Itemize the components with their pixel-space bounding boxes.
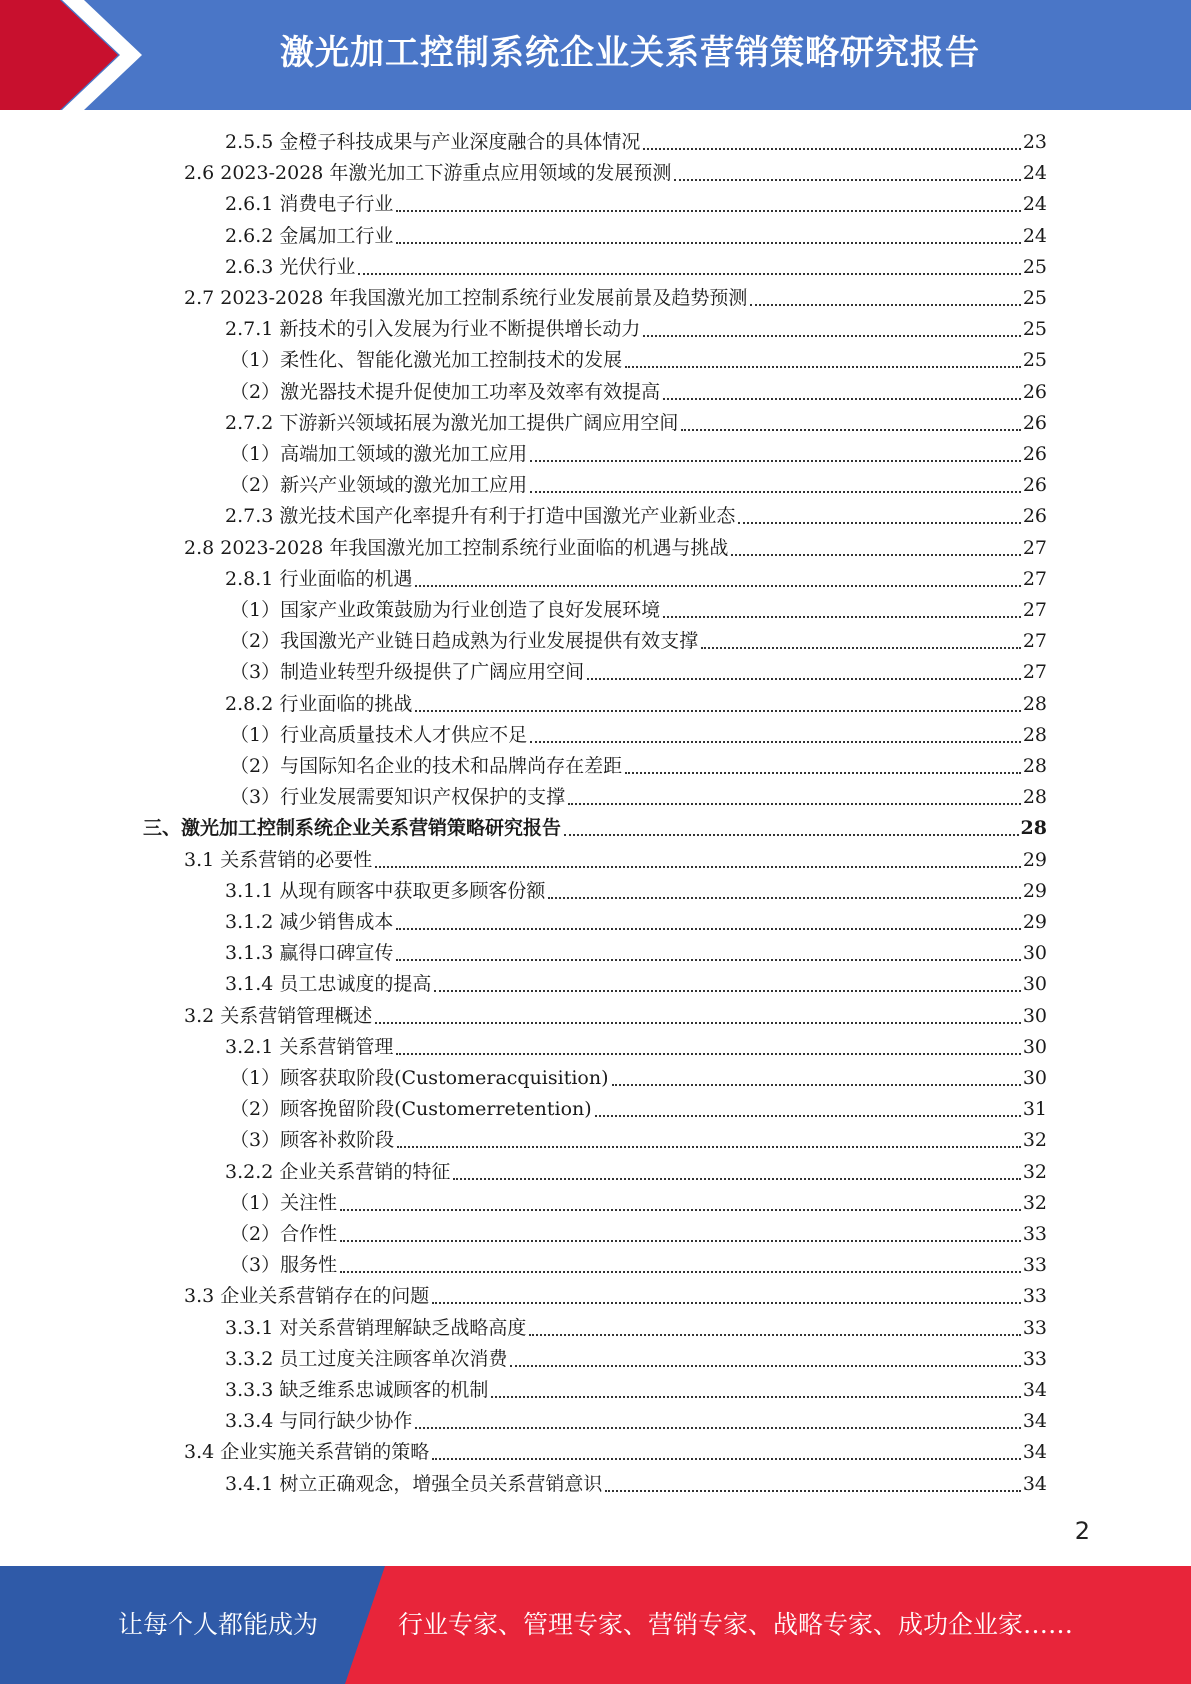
toc-entry-title: 3.3.4 与同行缺少协作 (225, 1410, 413, 1433)
toc-entry-page: 27 (1022, 661, 1047, 684)
toc-leader-dots (415, 1427, 1020, 1429)
toc-leader-dots (432, 1302, 1021, 1304)
toc-leader-dots (434, 990, 1020, 992)
toc-entry-page: 30 (1022, 1004, 1047, 1027)
toc-entry[interactable] (225, 1406, 1047, 1437)
toc-entry-title: 2.7.3 激光技术国产化率提升有利于打造中国激光产业新业态 (225, 505, 736, 528)
toc-entry-title: （1）顾客获取阶段(Customeracquisition) (230, 1067, 609, 1089)
toc-entry-title: （1）高端加工领域的激光加工应用 (230, 443, 528, 465)
toc-leader-dots (625, 772, 1021, 774)
toc-entry-page: 33 (1022, 1347, 1047, 1370)
toc-entry-page: 26 (1022, 443, 1047, 465)
toc-entry[interactable] (225, 501, 1047, 532)
toc-entry-page: 26 (1022, 474, 1047, 497)
toc-leader-dots (396, 242, 1020, 244)
page-footer (0, 1566, 1191, 1684)
toc-entry-title: （2）新兴产业领域的激光加工应用 (230, 474, 528, 497)
toc-entry[interactable] (225, 907, 1047, 938)
toc-leader-dots (396, 210, 1020, 212)
toc-entry-page: 32 (1022, 1129, 1047, 1152)
toc-leader-dots (415, 585, 1020, 587)
toc-entry-page: 34 (1022, 1472, 1047, 1495)
toc-entry-title: 3.1.3 赢得口碑宣传 (225, 942, 394, 965)
toc-entry-title: 3.4.1 树立正确观念，增强全员关系营销意识 (225, 1472, 603, 1495)
toc-leader-dots (396, 1053, 1020, 1055)
toc-entry-title: 3.3.2 员工过度关注顾客单次消费 (225, 1347, 508, 1370)
toc-leader-dots (564, 834, 1019, 836)
toc-entry-page: 33 (1022, 1285, 1047, 1308)
toc-entry-page: 28 (1022, 755, 1047, 777)
toc-leader-dots (731, 554, 1020, 556)
toc-entry-page: 25 (1022, 318, 1047, 341)
toc-entry-page: 28 (1022, 692, 1047, 715)
toc-entry[interactable] (225, 408, 1047, 439)
toc-entry-page: 28 (1020, 817, 1047, 840)
toc-entry[interactable] (230, 751, 1047, 782)
toc-leader-dots (397, 1146, 1021, 1148)
toc-leader-dots (530, 741, 1021, 743)
toc-entry-page: 24 (1022, 224, 1047, 247)
toc-entry-title: （1）柔性化、智能化激光加工控制技术的发展 (230, 349, 623, 372)
page-number: 2 (1074, 1517, 1090, 1545)
report-title: 激光加工控制系统企业关系营销策略研究报告 (280, 33, 980, 73)
toc-entry[interactable] (225, 876, 1047, 907)
toc-leader-dots (643, 148, 1020, 150)
toc-entry-title: 3.3.3 缺乏维系忠诚顾客的机制 (225, 1379, 489, 1401)
toc-entry-page: 29 (1022, 848, 1047, 871)
toc-entry[interactable] (225, 314, 1047, 345)
toc-entry-page: 24 (1022, 193, 1047, 216)
toc-entry[interactable] (230, 1063, 1047, 1094)
toc-entry[interactable] (225, 1344, 1047, 1375)
toc-entry-title: 2.5.5 金橙子科技成果与产业深度融合的具体情况 (225, 131, 641, 153)
header-arrow-decoration (0, 0, 160, 110)
toc-entry-title: 3.2.1 关系营销管理 (225, 1035, 394, 1058)
toc-leader-dots (530, 491, 1021, 493)
toc-entry-page: 28 (1022, 723, 1047, 746)
toc-entry-page: 30 (1022, 973, 1047, 996)
toc-entry-title: 3.2 关系营销管理概述 (184, 1004, 373, 1027)
toc-entry[interactable] (225, 969, 1047, 1000)
toc-entry[interactable] (184, 158, 1047, 189)
toc-leader-dots (375, 1022, 1021, 1024)
toc-entry[interactable] (230, 1250, 1047, 1281)
toc-entry-title: 2.6 2023-2028 年激光加工下游重点应用领域的发展预测 (184, 162, 672, 185)
toc-leader-dots (453, 1178, 1020, 1180)
toc-leader-dots (595, 1115, 1021, 1117)
toc-entry[interactable] (225, 1469, 1047, 1500)
toc-entry-page: 33 (1022, 1223, 1047, 1245)
toc-entry-page: 26 (1022, 411, 1047, 434)
toc-entry[interactable] (230, 470, 1047, 501)
toc-entry[interactable] (230, 626, 1047, 657)
toc-entry[interactable] (225, 1032, 1047, 1063)
footer-slogan-left: 让每个人都能成为 (118, 1610, 319, 1639)
toc-entry-title: 3.1.1 从现有顾客中获取更多顾客份额 (225, 879, 546, 902)
toc-entry-page: 27 (1022, 536, 1047, 559)
toc-leader-dots (738, 522, 1020, 524)
toc-entry-page: 31 (1022, 1098, 1047, 1121)
toc-leader-dots (375, 866, 1021, 868)
toc-leader-dots (396, 959, 1020, 961)
toc-entry[interactable] (225, 221, 1047, 252)
toc-entry-page: 33 (1022, 1316, 1047, 1339)
toc-leader-dots (674, 179, 1020, 181)
toc-entry[interactable] (184, 1001, 1047, 1032)
toc-entry-title: 3.1.2 减少销售成本 (225, 911, 394, 933)
toc-entry-page: 23 (1022, 131, 1047, 153)
toc-entry-page: 25 (1022, 349, 1047, 372)
toc-entry-title: （2）合作性 (230, 1223, 338, 1245)
toc-entry-page: 30 (1022, 1035, 1047, 1058)
toc-entry[interactable] (225, 689, 1047, 720)
toc-entry-page: 27 (1022, 567, 1047, 590)
footer-slogan-right: 行业专家、管理专家、营销专家、战略专家、成功企业家…… (398, 1610, 1074, 1639)
toc-entry[interactable] (225, 938, 1047, 969)
toc-entry-title: 3.4 企业实施关系营销的策略 (184, 1441, 430, 1464)
toc-entry-title: （3）行业发展需要知识产权保护的支撑 (230, 786, 566, 809)
toc-entry-title: （1）关注性 (230, 1191, 338, 1214)
toc-entry-page: 34 (1022, 1441, 1047, 1464)
toc-leader-dots (625, 366, 1021, 368)
toc-entry[interactable] (230, 1219, 1047, 1250)
toc-entry-title: 3.3 企业关系营销存在的问题 (184, 1285, 430, 1308)
toc-entry-title: （3）服务性 (230, 1254, 338, 1277)
toc-entry-title: 2.7.1 新技术的引入发展为行业不断提供增长动力 (225, 318, 641, 341)
toc-entry-page: 34 (1022, 1410, 1047, 1433)
toc-entry[interactable] (225, 127, 1047, 158)
toc-leader-dots (663, 398, 1021, 400)
toc-leader-dots (340, 1271, 1021, 1273)
toc-entry-page: 30 (1022, 1067, 1047, 1089)
toc-entry-page: 26 (1022, 505, 1047, 528)
toc-entry[interactable] (184, 845, 1047, 876)
toc-leader-dots (681, 429, 1020, 431)
toc-leader-dots (340, 1209, 1021, 1211)
toc-entry[interactable] (225, 564, 1047, 595)
toc-entry-page: 28 (1022, 786, 1047, 809)
toc-entry-title: 2.6.3 光伏行业 (225, 255, 356, 278)
toc-entry[interactable] (230, 782, 1047, 813)
toc-entry-page: 34 (1022, 1379, 1047, 1401)
toc-entry-title: 3.1.4 员工忠诚度的提高 (225, 973, 432, 996)
toc-leader-dots (663, 616, 1021, 618)
toc-entry[interactable] (225, 1313, 1047, 1344)
toc-entry-page: 25 (1022, 287, 1047, 309)
toc-entry[interactable] (184, 533, 1047, 564)
toc-entry-title: 3.2.2 企业关系营销的特征 (225, 1160, 451, 1183)
toc-entry-title: （2）激光器技术提升促使加工功率及效率有效提高 (230, 380, 661, 403)
toc-entry-title: （2）与国际知名企业的技术和品牌尚存在差距 (230, 755, 623, 777)
toc-leader-dots (643, 335, 1020, 337)
toc-entry[interactable] (184, 1281, 1047, 1312)
toc-entry-title: （1）国家产业政策鼓励为行业创造了良好发展环境 (230, 599, 661, 621)
toc-leader-dots (530, 460, 1021, 462)
toc-leader-dots (548, 897, 1020, 899)
toc-leader-dots (568, 803, 1021, 805)
toc-entry-page: 24 (1022, 162, 1047, 185)
toc-entry-page: 29 (1022, 911, 1047, 933)
toc-entry[interactable] (230, 439, 1047, 470)
toc-entry-title: （2）顾客挽留阶段(Customerretention) (230, 1098, 592, 1121)
toc-entry-title: 2.8 2023-2028 年我国激光加工控制系统行业面临的机遇与挑战 (184, 536, 729, 559)
toc-leader-dots (358, 273, 1020, 275)
toc-leader-dots (587, 678, 1021, 680)
toc-leader-dots (605, 1490, 1020, 1492)
toc-entry[interactable] (184, 1437, 1047, 1468)
toc-entry-page: 33 (1022, 1254, 1047, 1277)
toc-leader-dots (510, 1365, 1020, 1367)
toc-entry[interactable] (230, 657, 1047, 688)
toc-entry-title: 2.7 2023-2028 年我国激光加工控制系统行业发展前景及趋势预测 (184, 287, 748, 309)
toc-entry-title: （3）顾客补救阶段 (230, 1129, 395, 1152)
toc-entry-page: 32 (1022, 1191, 1047, 1214)
toc-entry[interactable] (230, 1094, 1047, 1125)
toc-leader-dots (491, 1396, 1020, 1398)
toc-entry[interactable] (230, 1125, 1047, 1156)
toc-entry[interactable] (143, 813, 1047, 844)
page-header (0, 0, 1191, 110)
toc-entry-title: 三、激光加工控制系统企业关系营销策略研究报告 (143, 817, 562, 840)
toc-entry-title: 2.7.2 下游新兴领域拓展为激光加工提供广阔应用空间 (225, 411, 679, 434)
toc-entry-title: （1）行业高质量技术人才供应不足 (230, 723, 528, 746)
toc-leader-dots (415, 710, 1020, 712)
toc-leader-dots (612, 1084, 1021, 1086)
toc-entry-title: 2.6.1 消费电子行业 (225, 193, 394, 216)
toc-leader-dots (701, 647, 1021, 649)
toc-leader-dots (396, 928, 1020, 930)
toc-entry-title: （2）我国激光产业链日趋成熟为行业发展提供有效支撑 (230, 630, 699, 653)
toc-entry-page: 27 (1022, 599, 1047, 621)
toc-entry[interactable] (225, 1157, 1047, 1188)
toc-entry[interactable] (230, 377, 1047, 408)
toc-entry[interactable] (225, 252, 1047, 283)
toc-entry[interactable] (225, 189, 1047, 220)
toc-entry-page: 26 (1022, 380, 1047, 403)
toc-entry[interactable] (230, 345, 1047, 376)
toc-leader-dots (529, 1334, 1020, 1336)
toc-entry-page: 32 (1022, 1160, 1047, 1183)
toc-entry-title: 3.1 关系营销的必要性 (184, 848, 373, 871)
toc-entry-page: 30 (1022, 942, 1047, 965)
toc-entry[interactable] (230, 1188, 1047, 1219)
toc-entry-title: （3）制造业转型升级提供了广阔应用空间 (230, 661, 585, 684)
toc-entry-title: 2.8.2 行业面临的挑战 (225, 692, 413, 715)
toc-entry-page: 25 (1022, 255, 1047, 278)
toc-leader-dots (750, 304, 1020, 306)
toc-entry[interactable] (230, 595, 1047, 626)
toc-entry-title: 3.3.1 对关系营销理解缺乏战略高度 (225, 1316, 527, 1339)
toc-entry-title: 2.8.1 行业面临的机遇 (225, 567, 413, 590)
toc-entry[interactable] (184, 283, 1047, 314)
toc-leader-dots (432, 1458, 1021, 1460)
toc-leader-dots (340, 1240, 1021, 1242)
toc-entry-page: 27 (1022, 630, 1047, 653)
toc-entry-page: 29 (1022, 879, 1047, 902)
toc-entry-title: 2.6.2 金属加工行业 (225, 224, 394, 247)
toc-entry[interactable] (230, 720, 1047, 751)
toc-entry[interactable] (225, 1375, 1047, 1406)
